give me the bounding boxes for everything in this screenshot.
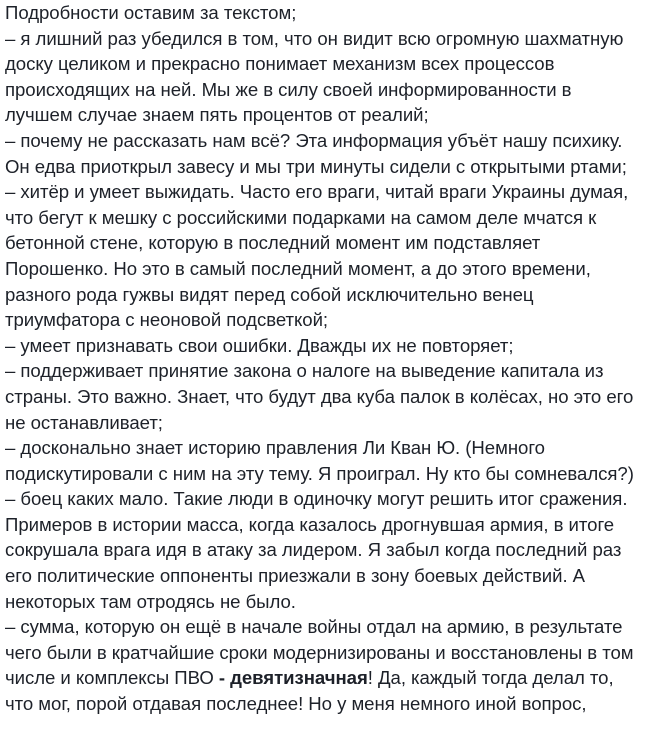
text-line: Подробности оставим за текстом; [5,2,297,23]
text-line: – сумма, которую он ещё в начале войны отдал на армию, в результате [5,616,623,638]
post-body-text [5,0,659,717]
text-line: – хитёр и умеет выжидать. Часто его враги, читай враги Украины думая, [5,181,629,203]
text-line: доску целиком и прекрасно понимает механизм всех процессов [5,53,555,75]
text-line: – боец каких мало. Такие люди в одиночку могут решить итог сражения. [5,488,628,510]
text-line: – досконально знает историю правления Ли Кван Ю. (Немного [5,437,545,459]
text-line: бетонной стене, которую в последний момент им подставляет [5,232,541,254]
text-line: лучшем случае знаем пять процентов от реалий; [5,104,429,126]
text-line: Он едва приоткрыл завесу и мы три минуты сидели с открытыми ртами; [5,155,627,177]
text-line: – почему не рассказать нам всё? Эта информация убъёт нашу психику. [5,129,623,151]
text-line: его политические оппоненты приезжали в зону боевых действий. А [5,565,586,587]
text-line: происходящих на ней. Мы же в силу своей информированности в [5,78,572,100]
bold-amount-text: - девятизначная [218,667,368,689]
text-line: некоторых там отродясь не было. [5,590,296,612]
text-line: чего были в кратчайшие сроки модернизированы и восстановлены в том [5,641,634,663]
text-line: сокрушала врага идя в атаку за лидером. Я забыл когда последний раз [5,539,622,561]
text-line: что бегут к мешку с российскими подарками на самом деле мчатся к [5,206,597,228]
text-line: Примеров в истории масса, когда казалось дрогнувшая армия, в итоге [5,513,615,535]
text-line: подискутировали с ним на эту тему. Я проиграл. Ну кто бы сомневался?) [5,462,634,484]
text-line: страны. Это важно. Знает, что будут два куба палок в колёсах, но это его [5,385,634,407]
text-line: – умеет признавать свои ошибки. Дважды их не повторяет; [5,334,514,356]
text-line: что мог, порой отдавая последнее! Но у меня немного иной вопрос, [5,693,587,715]
text-line: Порошенко. Но это в самый последний момент, а до этого времени, [5,257,591,279]
text-line: – я лишний раз убедился в том, что он видит всю огромную шахматную [5,27,624,49]
text-line: разного рода гужвы видят перед собой исключительно венец [5,283,534,305]
text-line-with-bold [5,665,659,691]
text-line: триумфатора с неоновой подсветкой; [5,309,329,331]
text-line: – поддерживает принятие закона о налоге на выведение капитала из [5,360,604,382]
text-segment: числе и комплексы ПВО [5,667,219,689]
text-segment: ! Да, каждый тогда делал то, [367,667,614,689]
text-line: не останавливает; [5,411,163,433]
